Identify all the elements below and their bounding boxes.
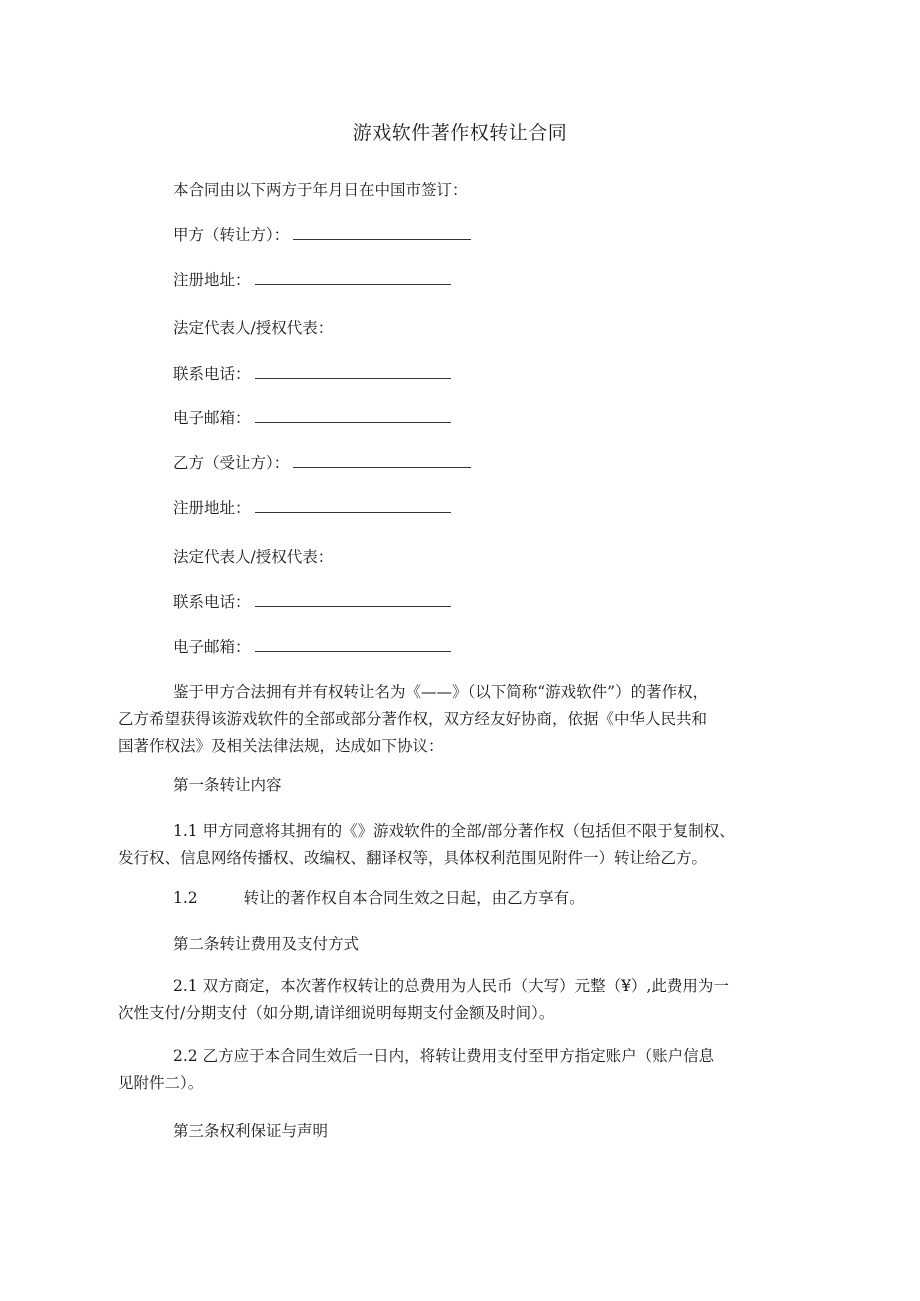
party-b-phone-line bbox=[173, 592, 451, 612]
preamble-line-2: 乙方希望获得该游戏软件的全部或部分著作权，双方经友好协商，依据《中华人民共和 bbox=[118, 710, 708, 728]
party-a-label: 甲方（转让方）： bbox=[173, 226, 290, 244]
party-a-address-blank bbox=[255, 270, 451, 285]
party-b-line bbox=[173, 453, 471, 473]
party-a-email-label: 电子邮箱： bbox=[173, 409, 251, 427]
article-3-heading: 第三条权利保证与声明 bbox=[173, 1122, 329, 1140]
article-1-heading: 第一条转让内容 bbox=[173, 776, 282, 794]
party-a-email-line bbox=[173, 408, 451, 428]
party-a-phone-line bbox=[173, 364, 451, 384]
clause-2-1-first: 2.1 双方商定，本次著作权转让的总费用为人民币（大写）元整（¥）,此费用为一 bbox=[173, 977, 729, 995]
preamble-first-line: 鉴于甲方合法拥有并有权转让名为《——》（以下简称“游戏软件”）的著作权， bbox=[173, 683, 709, 701]
intro-line: 本合同由以下两方于年月日在中国市签订： bbox=[173, 181, 468, 199]
clause-1-2-number: 1.2 bbox=[173, 889, 198, 907]
party-a-email-blank bbox=[255, 408, 451, 423]
party-a-rep-line: 法定代表人/授权代表： bbox=[173, 319, 334, 337]
article-2-heading: 第二条转让费用及支付方式 bbox=[173, 935, 360, 953]
party-b-phone-label: 联系电话： bbox=[173, 593, 251, 611]
party-b-rep-line: 法定代表人/授权代表： bbox=[173, 548, 334, 566]
document-title: 游戏软件著作权转让合同 bbox=[352, 122, 568, 144]
party-a-address-label: 注册地址： bbox=[173, 271, 251, 289]
party-b-address-blank bbox=[255, 498, 451, 513]
clause-2-1-rest: 次性支付/分期支付（如分期,请详细说明每期支付金额及时间）。 bbox=[118, 1004, 555, 1022]
clause-1-2-text: 转让的著作权自本合同生效之日起，由乙方享有。 bbox=[243, 889, 585, 907]
clause-1-1-first: 1.1 甲方同意将其拥有的《》游戏软件的全部/部分著作权（包括但不限于复制权、 bbox=[173, 822, 735, 840]
party-b-address-label: 注册地址： bbox=[173, 499, 251, 517]
party-a-phone-label: 联系电话： bbox=[173, 365, 251, 383]
party-a-address-line bbox=[173, 270, 451, 290]
party-b-email-blank bbox=[255, 637, 451, 652]
party-b-name-blank bbox=[293, 453, 471, 468]
party-b-address-line bbox=[173, 498, 451, 518]
party-b-label: 乙方（受让方）： bbox=[173, 454, 290, 472]
clause-1-2-line bbox=[173, 888, 585, 908]
party-b-email-label: 电子邮箱： bbox=[173, 638, 251, 656]
clause-2-2-rest: 见附件二）。 bbox=[118, 1074, 204, 1092]
preamble-line-3: 国著作权法》及相关法律法规，达成如下协议： bbox=[118, 737, 444, 755]
party-b-email-line bbox=[173, 637, 451, 657]
party-a-phone-blank bbox=[255, 364, 451, 379]
clause-2-2-first: 2.2 乙方应于本合同生效后一日内，将转让费用支付至甲方指定账户（账户信息 bbox=[173, 1047, 715, 1065]
clause-1-1-rest: 发行权、信息网络传播权、改编权、翻译权等，具体权利范围见附件一）转让给乙方。 bbox=[118, 849, 708, 867]
party-b-phone-blank bbox=[255, 592, 451, 607]
party-a-line bbox=[173, 225, 471, 245]
party-a-name-blank bbox=[293, 225, 471, 240]
